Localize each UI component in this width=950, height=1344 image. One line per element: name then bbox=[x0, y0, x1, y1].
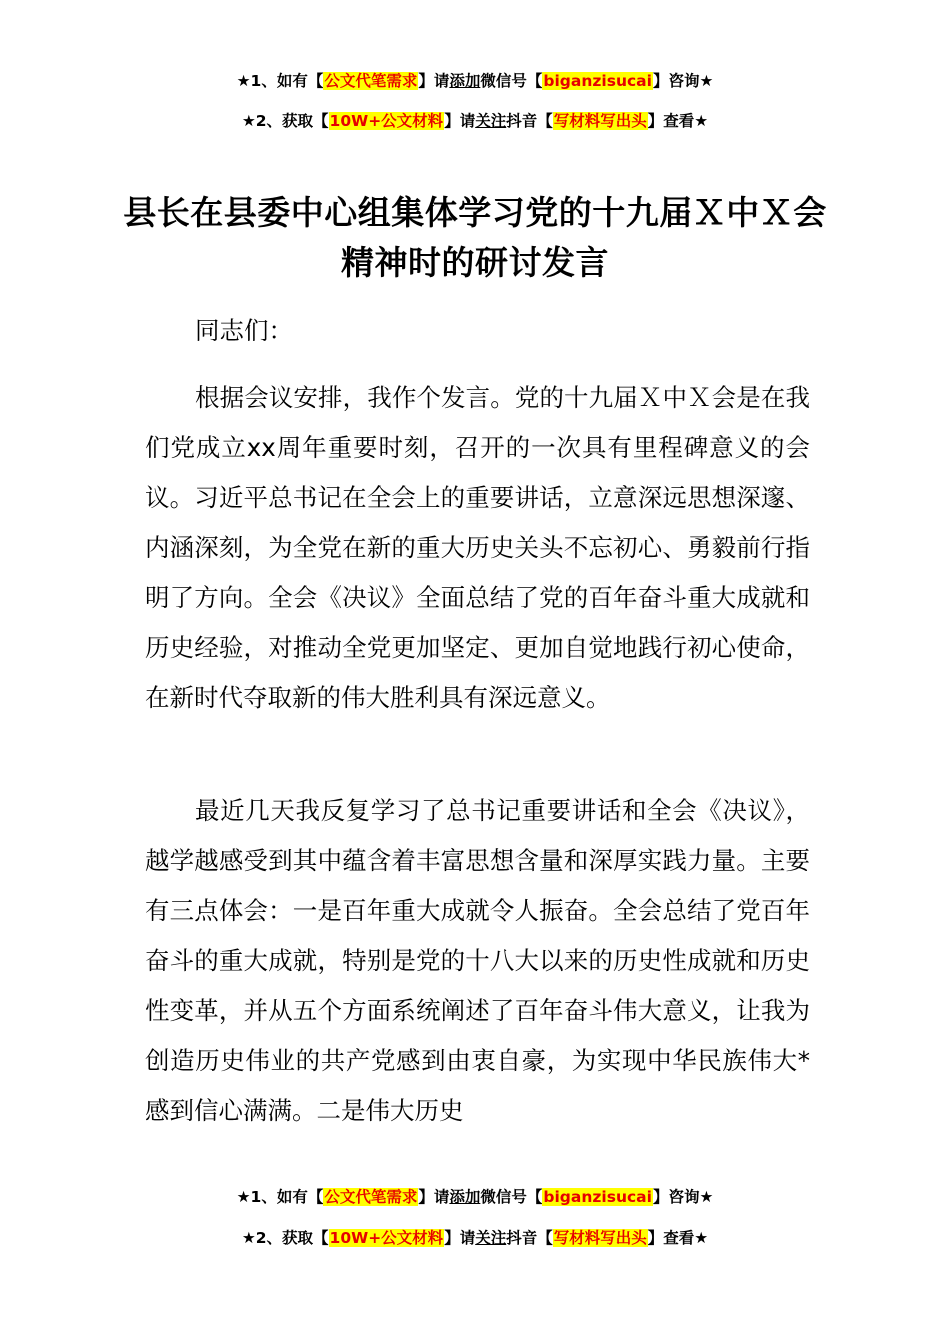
highlighted-keyword: 公文代笔需求 bbox=[324, 1188, 418, 1206]
highlighted-keyword: 公文代笔需求 bbox=[324, 72, 418, 90]
douyin-account: 写材料写出头 bbox=[553, 112, 647, 130]
salutation: 同志们： bbox=[195, 316, 293, 345]
banner-text: ★2、获取【 bbox=[241, 112, 329, 130]
highlighted-keyword: 10W+公文材料 bbox=[329, 1229, 444, 1247]
header-banner-line-2 bbox=[0, 110, 950, 132]
banner-text: 】请 bbox=[444, 1229, 476, 1247]
footer-banner-line-1 bbox=[0, 1186, 950, 1208]
douyin-account: 写材料写出头 bbox=[553, 1229, 647, 1247]
banner-text: 】咨询★ bbox=[652, 1188, 714, 1206]
banner-text: 】查看★ bbox=[647, 112, 709, 130]
banner-text: 微信号【 bbox=[480, 1188, 543, 1206]
header-banner-line-1 bbox=[0, 70, 950, 92]
banner-text: ★2、获取【 bbox=[241, 1229, 329, 1247]
banner-text: 】咨询★ bbox=[652, 72, 714, 90]
wechat-id: biganzisucai bbox=[543, 72, 652, 90]
underlined-keyword: 添加 bbox=[449, 72, 481, 90]
banner-text: 】请 bbox=[444, 112, 476, 130]
banner-text: 】请 bbox=[418, 72, 450, 90]
footer-banner-line-2 bbox=[0, 1227, 950, 1249]
document-title: 县长在县委中心组集体学习党的十九届Ｘ中Ｘ会精神时的研讨发言 bbox=[123, 193, 827, 282]
body-paragraph-1: 根据会议安排，我作个发言。党的十九届Ｘ中Ｘ会是在我们党成立xx周年重要时刻，召开的一次具有里程碑意义的会议。习近平总书记在全会上的重要讲话，立意深远思想深邃、内涵深刻，为全党在新的重大历史关头不忘初心、勇毅前行指明了方向。全会《决议》全面总结了党的百年奋斗重大成就和历史经验，对推动全党更加坚定、更加自觉地践行初心使命，在新时代夺取新的伟大胜利具有深远意义。 bbox=[145, 383, 810, 712]
banner-text: ★1、如有【 bbox=[236, 72, 324, 90]
banner-text: ★1、如有【 bbox=[236, 1188, 324, 1206]
highlighted-keyword: 10W+公文材料 bbox=[329, 112, 444, 130]
banner-text: 】查看★ bbox=[647, 1229, 709, 1247]
banner-text: 抖音【 bbox=[506, 112, 553, 130]
body-paragraph-2: 最近几天我反复学习了总书记重要讲话和全会《决议》，越学越感受到其中蕴含着丰富思想含量和深厚实践力量。主要有三点体会：一是百年重大成就令人振奋。全会总结了党百年奋斗的重大成就，特别是党的十八大以来的历史性成就和历史性变革，并从五个方面系统阐述了百年奋斗伟大意义，让我为创造历史伟业的共产党感到由衷自豪，为实现中华民族伟大*感到信心满满。二是伟大历史 bbox=[145, 796, 810, 1125]
banner-text: 抖音【 bbox=[506, 1229, 553, 1247]
underlined-keyword: 关注 bbox=[475, 112, 507, 130]
banner-text: 】请 bbox=[418, 1188, 450, 1206]
wechat-id: biganzisucai bbox=[543, 1188, 652, 1206]
banner-text: 微信号【 bbox=[480, 72, 543, 90]
underlined-keyword: 添加 bbox=[449, 1188, 481, 1206]
underlined-keyword: 关注 bbox=[475, 1229, 507, 1247]
